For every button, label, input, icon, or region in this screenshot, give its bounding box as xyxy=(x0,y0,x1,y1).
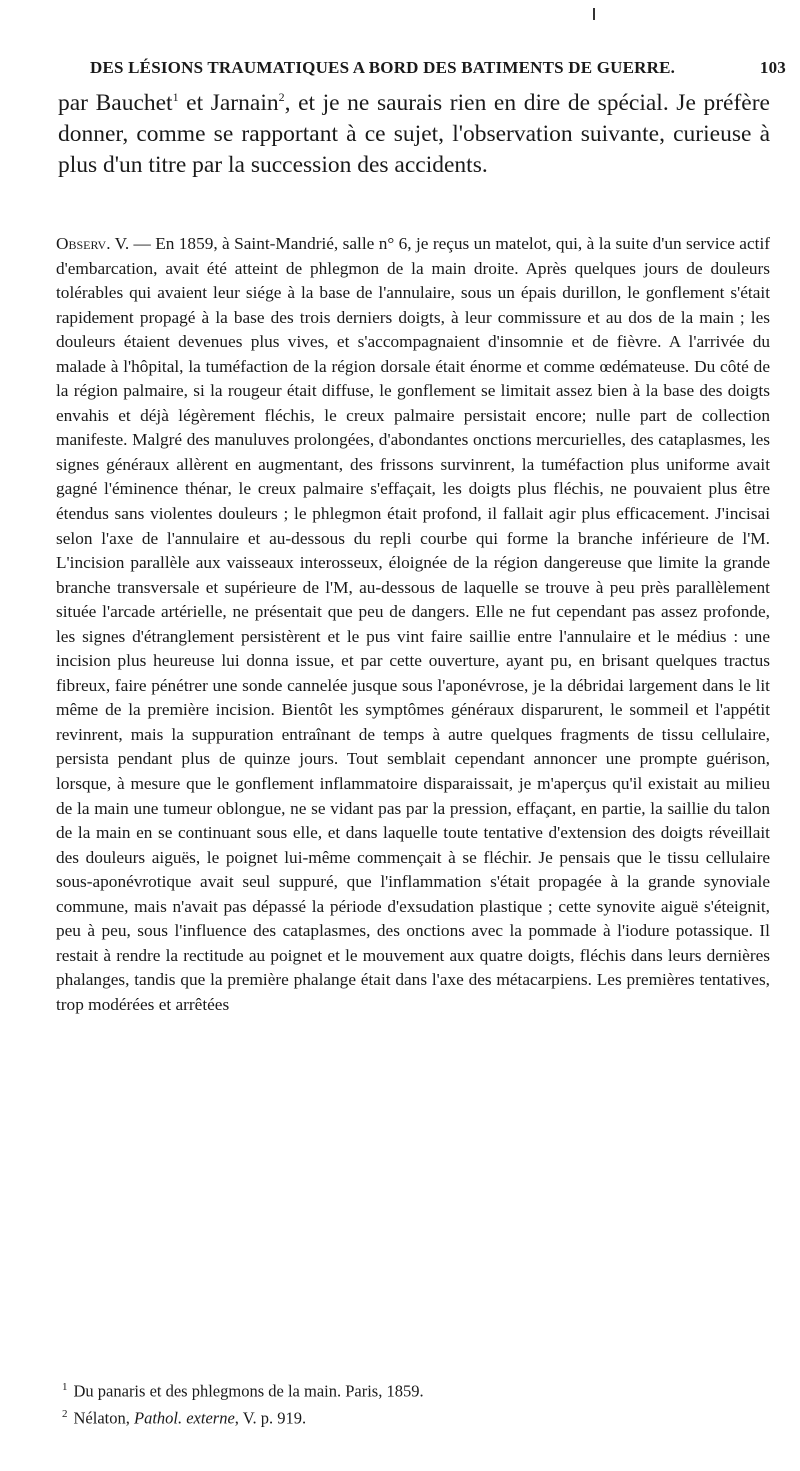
observation-paragraph xyxy=(56,232,770,1018)
footnote-mark: 2 xyxy=(62,1407,68,1420)
scan-mark xyxy=(593,8,595,20)
footnote-text-end: , V. p. 919. xyxy=(234,1408,307,1427)
footnote-ref-1[interactable]: 1 xyxy=(172,90,179,105)
observation-label: Observ. V. xyxy=(56,234,130,253)
intro-paragraph xyxy=(58,88,770,181)
footnote-italic-title: Pathol. externe xyxy=(133,1408,235,1427)
footnote-2 xyxy=(62,1403,762,1430)
footnote-1 xyxy=(62,1376,762,1403)
running-header xyxy=(90,58,786,78)
footnote-ref-2[interactable]: 2 xyxy=(278,90,285,105)
footnote-text: Nélaton, xyxy=(73,1408,134,1427)
footnote-text: Du panaris et des phlegmons de la main. Paris, 1859. xyxy=(73,1381,424,1401)
intro-text-3: , et je ne saurais rien en dire de spécial. Je préfère donner, comme se rapportant à ce sujet, l'observation suivante, curieuse à plus d'un titre par la succession des accidents. xyxy=(58,90,770,178)
footnotes xyxy=(62,1376,762,1429)
intro-text-2: et Jarnain xyxy=(178,90,279,116)
footnote-mark: 1 xyxy=(62,1381,68,1393)
page-number: 103 xyxy=(759,58,786,77)
intro-text-1: par Bauchet xyxy=(58,90,173,116)
running-title: DES LÉSIONS TRAUMATIQUES A BORD DES BATIMENTS DE GUERRE. xyxy=(90,58,676,77)
observation-text: — En 1859, à Saint-Mandrié, salle n° 6, je reçus un matelot, qui, à la suite d'un service actif d'embarcation, avait été atteint de phlegmon de la main droite. Après quelques jours de douleurs tolérables qui avaient leur siége à la base de l'annulaire, sous un épais durillon, le gonflement s'était rapidement propagé à la base des trois derniers doigts, à leur commissure et au dos de la main ; les douleurs étaient devenues plus vives, et s'accompagnaient d'insomnie et de fièvre. A l'arrivée du malade à l'hôpital, la tuméfaction de la région dorsale était énorme et comme œdémateuse. Du côté de la région palmaire, si la rougeur était diffuse, le gonflement se limitait assez bien à la base des doigts envahis et déjà légèrement fléchis, le creux palmaire persistait encore; nulle part de collection manifeste. Malgré des manuluves prolongées, d'abondantes onctions mercurielles, des cataplasmes, les signes généraux allèrent en augmentant, des frissons survinrent, la tuméfaction plus uniforme avait gagné l'éminence thénar, le creux palmaire s'effaçait, les doigts plus fléchis, ne pouvaient plus être étendus sans violentes douleurs ; le phlegmon était profond, il fallait agir plus efficacement. J'incisai selon l'axe de l'annulaire et au-dessous du repli courbe qui forme la branche inférieure de l'M. L'incision parallèle aux vaisseaux interosseux, éloignée de la région dangereuse que limite la grande branche transversale et supérieure de l'M, au-dessous de laquelle se trouve à peu près parallèlement située l'arcade artérielle, ne présentait que peu de dangers. Elle ne fut cependant pas assez profonde, les signes d'étranglement persistèrent et le pus vint faire saillie entre l'annulaire et le médius : une incision plus heureuse lui donna issue, et par cette ouverture, ayant pu, en brisant quelques tractus fibreux, faire pénétrer une sonde cannelée jusque sous l'aponévrose, je la débridai largement dans le lit même de la première incision. Bientôt les symptômes généraux disparurent, le sommeil et l'appétit revinrent, mais la suppuration entraînant de temps à autre quelques fragments de tissu cellulaire, persista pendant plus de quinze jours. Tout semblait cependant annoncer une prompte guérison, lorsque, à mesure que le gonflement inflammatoire disparaissait, je m'aperçus qu'il existait au milieu de la main une tumeur oblongue, ne se vidant pas par la pression, effaçant, en partie, la saillie du talon de la main en se continuant sous elle, et dans laquelle toute tentative d'extension des doigts réveillait des douleurs aiguës, le poignet lui-même commençait à se fléchir. Je pensais que le tissu cellulaire sous-aponévrotique avait seul suppuré, que l'inflammation s'était propagée à la grande synoviale commune, mais n'avait pas dépassé la période d'exsudation plastique ; cette synovite aiguë s'éteignit, peu à peu, sous l'influence des cataplasmes, des onctions avec la pommade à l'iodure potassique. Il restait à rendre la rectitude au poignet et le mouvement aux quatre doigts, fléchis dans leurs dernières phalanges, tandis que la première phalange était dans l'axe des métacarpiens. Les premières tentatives, trop modérées et arrêtées xyxy=(56,234,770,1014)
